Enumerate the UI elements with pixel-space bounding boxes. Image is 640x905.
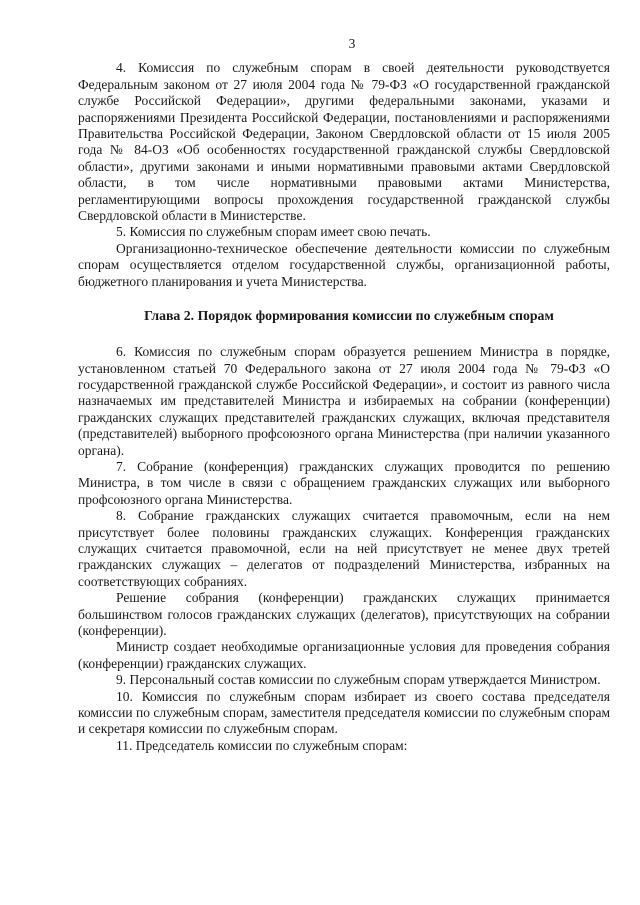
- paragraph-8-decision: Решение собрания (конференции) гражданских служащих принимается большинством голосов гражданских служащих (делегатов), присутствующих на собрании (конференции).: [78, 590, 610, 638]
- paragraph-4: 4. Комиссия по служебным спорам в своей деятельности руководствуется Федеральным законом от 27 июля 2004 года № 79-ФЗ «О государственной гражданской службе Российской Федерации», другими федеральными законами, указами и распоряжениями Президента Российской Федерации, постановлениями и распоряжениями Правительства Российской Федерации, Законом Свердловской области от 15 июля 2005 года № 84-ОЗ «Об особенностях государственной гражданской службы Свердловской области», другими законами и иными нормативными правовыми актами Свердловской области, в том числе нормативными правовыми актами Министерства, регламентирующими вопросы прохождения государственной гражданской службы Свердловской области в Министерстве.: [78, 60, 610, 224]
- paragraph-8: 8. Собрание гражданских служащих считается правомочным, если на нем присутствует более половины гражданских служащих. Конференция гражданских служащих считается правомочной, если на ней присутствует не менее двух третей гражданских служащих – делегатов от подразделений Министерства, избранных на соответствующих собраниях.: [78, 508, 610, 589]
- paragraph-8-conditions: Министр создает необходимые организационные условия для проведения собрания (конференции) гражданских служащих.: [78, 639, 610, 671]
- paragraph-11: 11. Председатель комиссии по служебным спорам:: [116, 737, 408, 753]
- paragraph-5-support: Организационно-техническое обеспечение деятельности комиссии по служебным спорам осуществляется отделом государственной службы, организационной работы, бюджетного планирования и учета Министерства.: [78, 240, 610, 289]
- paragraph-5: 5. Комиссия по служебным спорам имеет свою печать.: [116, 224, 431, 240]
- page-number: 3: [348, 36, 356, 51]
- paragraph-9: 9. Персональный состав комиссии по служебным спорам утверждается Министром.: [116, 672, 601, 688]
- paragraph-10: 10. Комиссия по служебным спорам избирает из своего состава председателя комиссии по служебным спорам, заместителя председателя комиссии по служебным спорам и секретаря комиссии по служебным спорам.: [78, 688, 610, 737]
- paragraph-6: 6. Комиссия по служебным спорам образуется решением Министра в порядке, установленном статьей 70 Федерального закона от 27 июля 2004 года № 79-ФЗ «О государственной гражданской службе Российской Федерации», и состоит из равного числа назначаемых им представителей Министра и избираемых на собрании (конференции) гражданских служащих представителей гражданских служащих, включая представителя (представителей) выборного профсоюзного органа Министерства (при наличии указанного органа).: [78, 344, 610, 458]
- chapter-title: Глава 2. Порядок формирования комиссии по служебным спорам: [144, 308, 554, 324]
- paragraph-7: 7. Собрание (конференция) гражданских служащих проводится по решению Министра, в том числе в связи с обращением гражданских служащих или выборного профсоюзного органа Министерства.: [78, 458, 610, 507]
- document-page: [78, 36, 610, 754]
